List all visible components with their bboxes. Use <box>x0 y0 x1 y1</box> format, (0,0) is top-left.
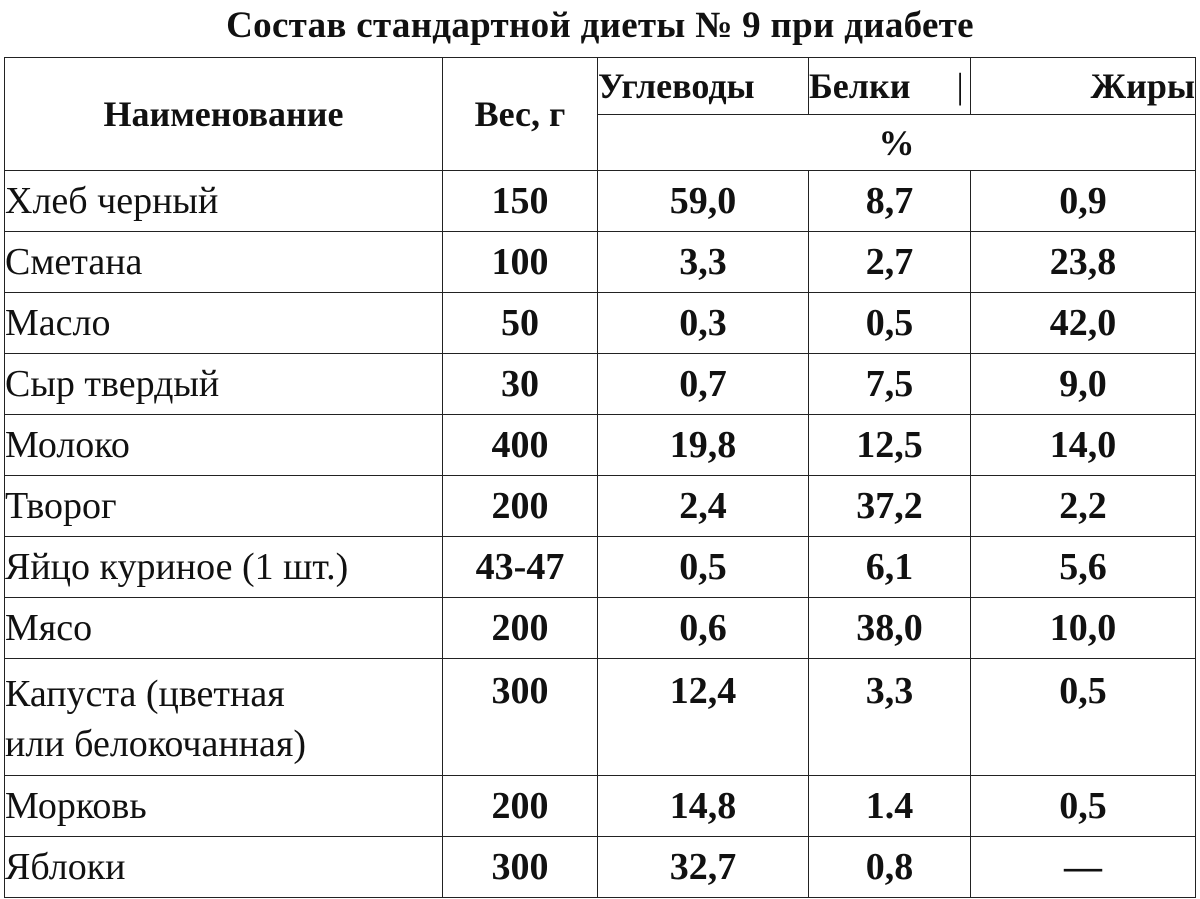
row-carbs: 32,7 <box>598 837 809 898</box>
row-fat: — <box>971 837 1196 898</box>
table-row <box>5 415 1196 476</box>
row-name: Творог <box>5 476 443 537</box>
row-fat: 10,0 <box>971 598 1196 659</box>
row-protein: 7,5 <box>809 354 971 415</box>
row-protein: 37,2 <box>809 476 971 537</box>
header-protein: Белки | <box>809 58 971 115</box>
row-name: Хлеб черный <box>5 171 443 232</box>
diet-composition-table <box>4 57 1196 898</box>
header-weight: Вес, г <box>443 58 598 171</box>
row-weight: 150 <box>443 171 598 232</box>
row-carbs: 2,4 <box>598 476 809 537</box>
row-name: Сметана <box>5 232 443 293</box>
row-name: Морковь <box>5 776 443 837</box>
row-name <box>5 659 443 776</box>
row-name: Сыр твердый <box>5 354 443 415</box>
table-row <box>5 776 1196 837</box>
header-name: Наименование <box>5 58 443 171</box>
row-protein: 38,0 <box>809 598 971 659</box>
row-protein: 8,7 <box>809 171 971 232</box>
row-weight: 43-47 <box>443 537 598 598</box>
row-carbs: 59,0 <box>598 171 809 232</box>
table-row <box>5 232 1196 293</box>
unit-percent: % <box>598 115 1196 171</box>
row-name-line2: или белокочанная) <box>5 723 306 765</box>
row-carbs: 3,3 <box>598 232 809 293</box>
row-name: Молоко <box>5 415 443 476</box>
row-carbs: 12,4 <box>598 659 809 776</box>
row-fat: 0,5 <box>971 776 1196 837</box>
row-protein: 12,5 <box>809 415 971 476</box>
row-carbs: 0,7 <box>598 354 809 415</box>
table-row <box>5 171 1196 232</box>
row-name: Яблоки <box>5 837 443 898</box>
row-weight: 400 <box>443 415 598 476</box>
header-separator: | <box>956 66 964 106</box>
row-protein: 0,5 <box>809 293 971 354</box>
table-row <box>5 293 1196 354</box>
row-fat: 2,2 <box>971 476 1196 537</box>
row-weight: 100 <box>443 232 598 293</box>
row-weight: 300 <box>443 659 598 776</box>
row-fat: 42,0 <box>971 293 1196 354</box>
table-row <box>5 537 1196 598</box>
row-fat: 5,6 <box>971 537 1196 598</box>
table-row <box>5 354 1196 415</box>
row-protein: 6,1 <box>809 537 971 598</box>
table-row <box>5 837 1196 898</box>
table-row <box>5 659 1196 776</box>
row-name: Мясо <box>5 598 443 659</box>
row-protein: 0,8 <box>809 837 971 898</box>
row-name: Масло <box>5 293 443 354</box>
row-protein: 1.4 <box>809 776 971 837</box>
row-name: Яйцо куриное (1 шт.) <box>5 537 443 598</box>
row-fat: 0,5 <box>971 659 1196 776</box>
row-fat: 9,0 <box>971 354 1196 415</box>
table-header-row <box>5 58 1196 115</box>
row-protein: 2,7 <box>809 232 971 293</box>
row-weight: 30 <box>443 354 598 415</box>
row-fat: 23,8 <box>971 232 1196 293</box>
row-weight: 50 <box>443 293 598 354</box>
page-title: Состав стандартной диеты № 9 при диабете <box>226 5 974 46</box>
header-fat: Жиры <box>971 58 1196 115</box>
row-weight: 200 <box>443 776 598 837</box>
row-carbs: 19,8 <box>598 415 809 476</box>
row-protein: 3,3 <box>809 659 971 776</box>
row-name-line1: Капуста (цветная <box>5 673 285 715</box>
row-weight: 200 <box>443 598 598 659</box>
row-carbs: 14,8 <box>598 776 809 837</box>
row-carbs: 0,5 <box>598 537 809 598</box>
row-carbs: 0,3 <box>598 293 809 354</box>
row-carbs: 0,6 <box>598 598 809 659</box>
row-weight: 300 <box>443 837 598 898</box>
row-fat: 14,0 <box>971 415 1196 476</box>
table-row <box>5 476 1196 537</box>
header-carbs: Углеводы <box>598 58 809 115</box>
row-fat: 0,9 <box>971 171 1196 232</box>
row-weight: 200 <box>443 476 598 537</box>
table-row <box>5 598 1196 659</box>
